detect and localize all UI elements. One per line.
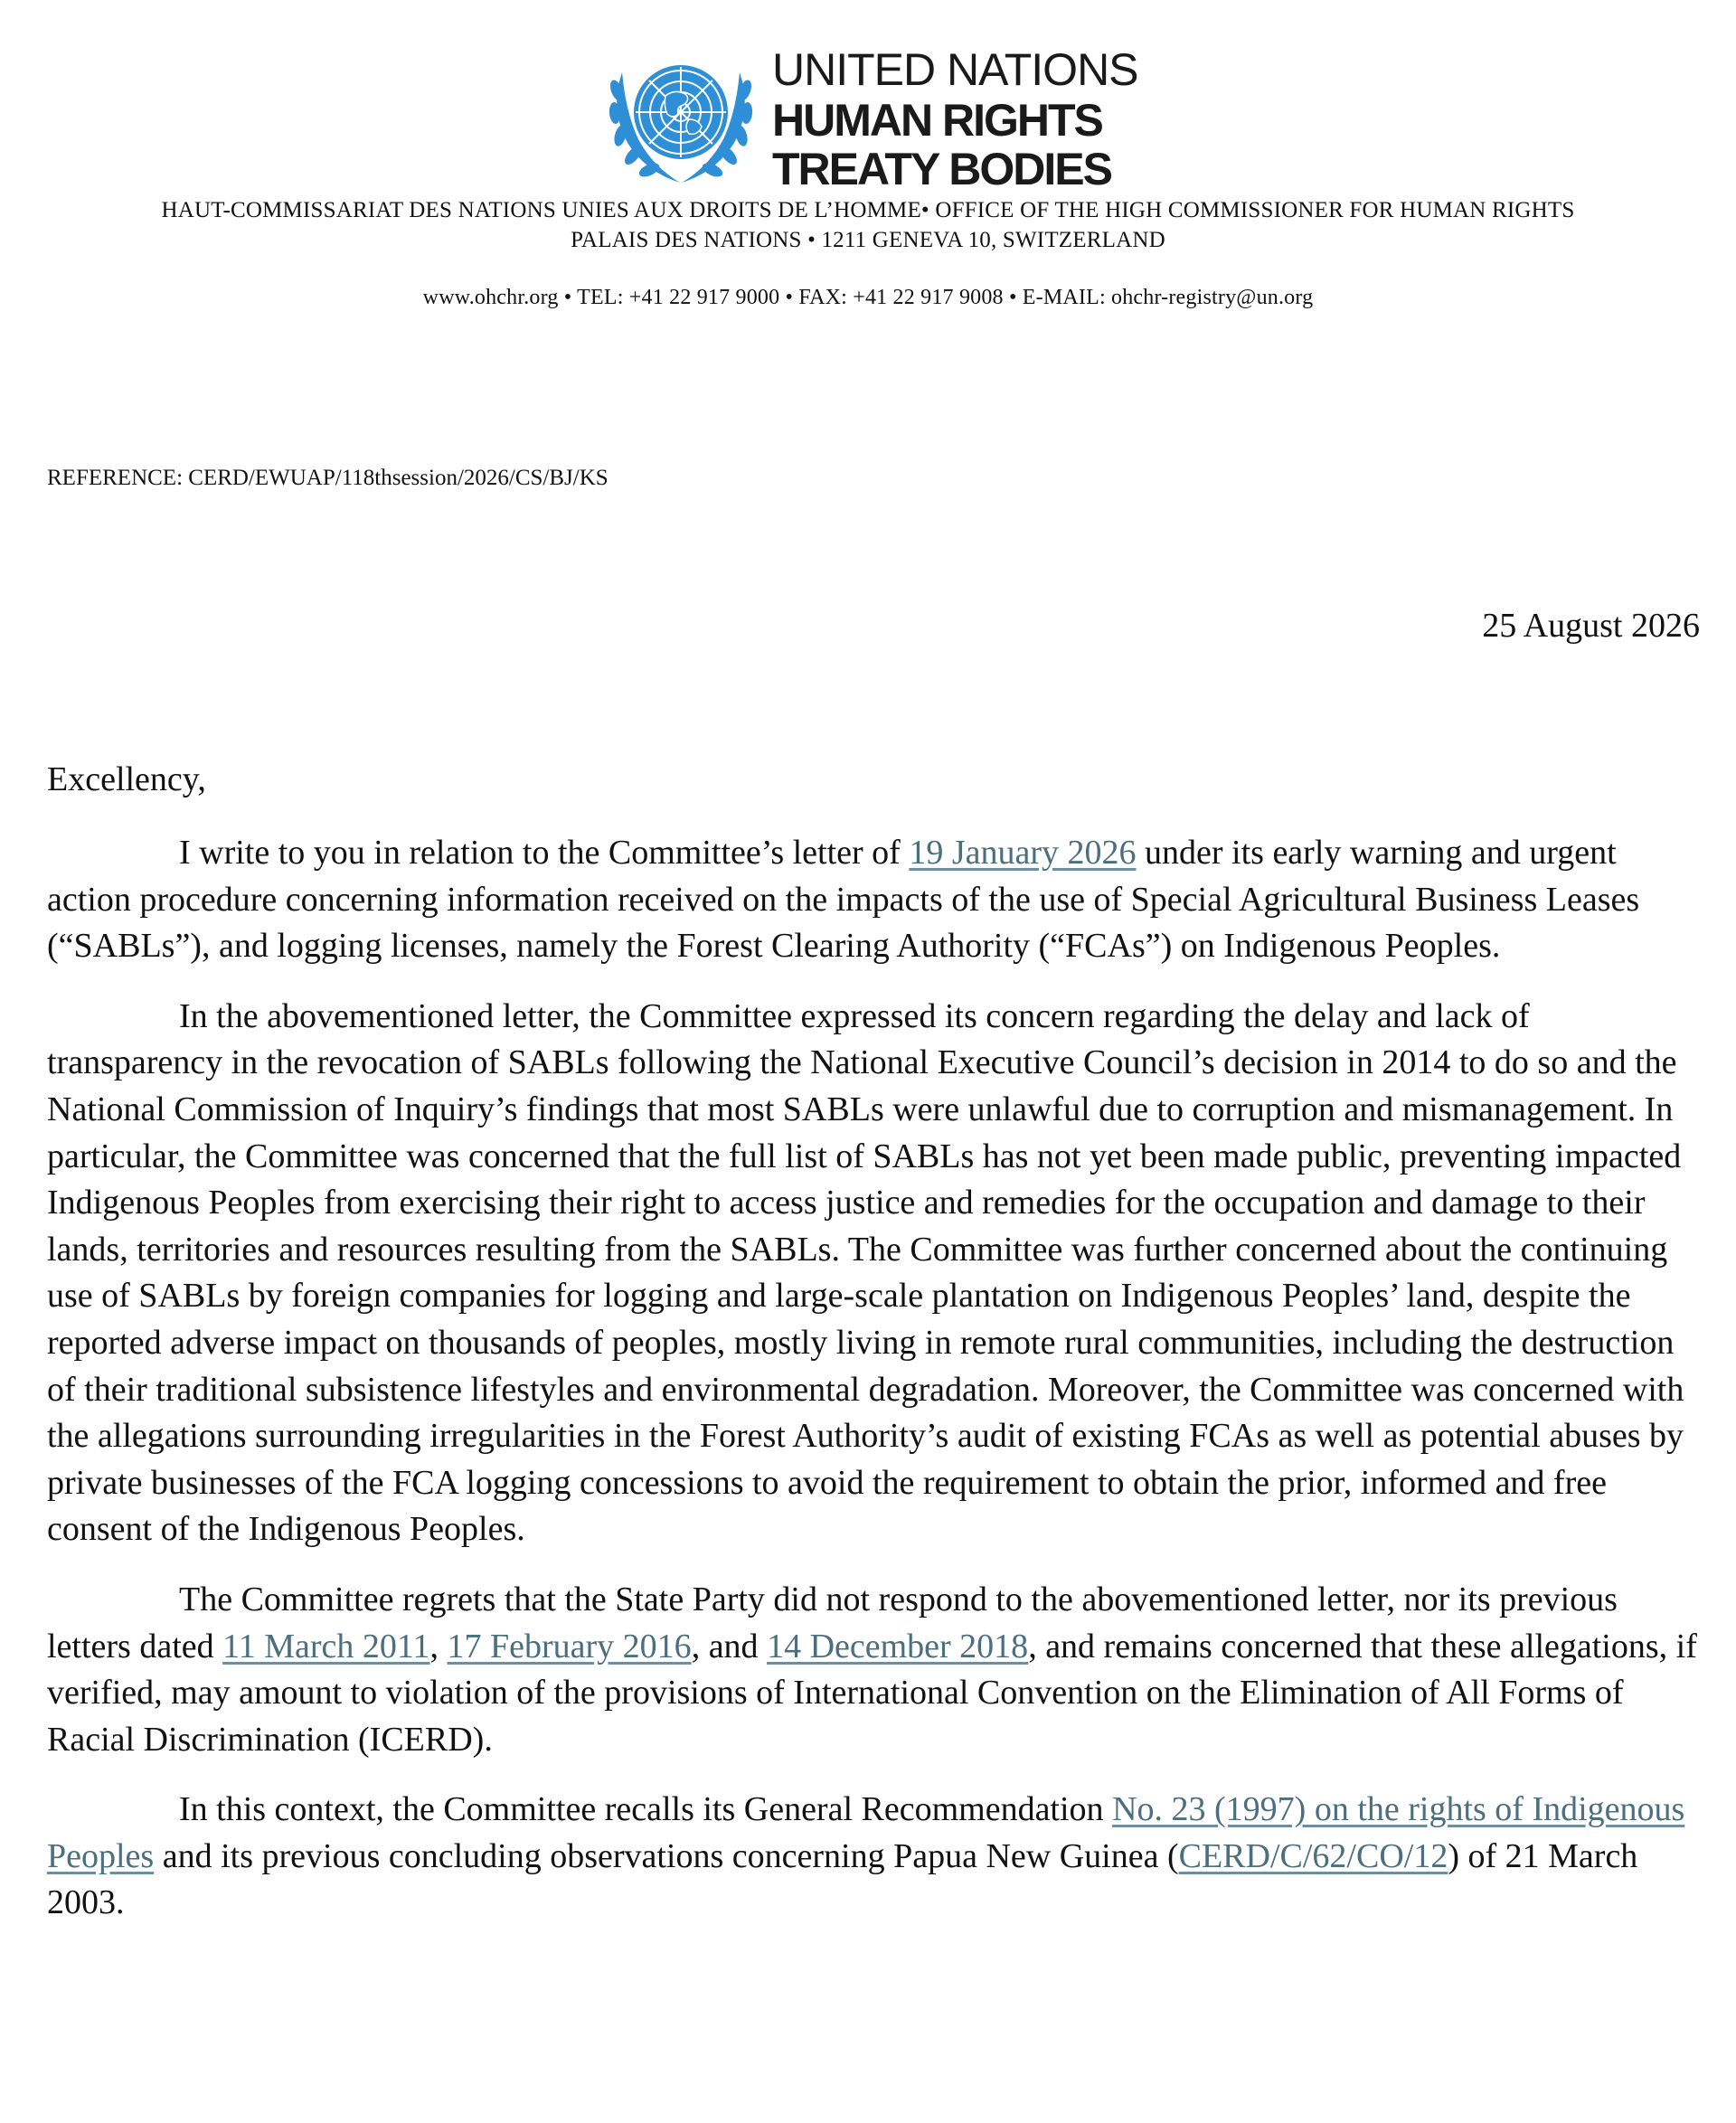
un-emblem-icon: [595, 45, 767, 188]
letter-body: [47, 830, 1707, 1950]
office-contact: www.ohchr.org • TEL: +41 22 917 9000 • FAX: +41 22 917 9008 • E-MAIL: ohchr-registry@un.org: [422, 286, 1314, 309]
logo-wordmark: [772, 45, 1161, 192]
org-line-1: UNITED NATIONS: [772, 44, 1138, 95]
letter-link-19-january-2026[interactable]: 19 January 2026: [909, 834, 1137, 872]
reference-number: REFERENCE: CERD/EWUAP/118thsession/2026/CS/BJ/KS: [47, 466, 609, 490]
paragraph-text: I write to you in relation to the Committee’s letter of: [179, 834, 910, 872]
paragraph-text: In the abovementioned letter, the Committee expressed its concern regarding the delay and lack of transparency in the revocation of SABLs following the National Executive Council’s decision in 2014 to do so and the National Commission of Inquiry’s findings that most SABLs were unlawful due to corruption and mismanagement. In particular, the Committee was concerned that the full list of SABLs has not yet been made public, preventing impacted Indigenous Peoples from exercising their right to access justice and remedies for the occupation and damage to their lands, territories and resources resulting from the SABLs. The Committee was further concerned about the continuing use of SABLs by foreign companies for logging and large-scale plantation on Indigenous Peoples’ land, despite the reported adverse impact on thousands of peoples, mostly living in remote rural communities, including the destruction of their traditional subsistence lifestyles and environmental degradation. Moreover, the Committee was concerned with the allegations surrounding irregularities in the Forest Authority’s audit of existing FCAs as well as potential abuses by private businesses of the FCA logging concessions to avoid the requirement to obtain the prior, informed and free consent of the Indigenous Peoples.: [47, 996, 1684, 1549]
letterhead-logo: [595, 44, 1156, 194]
letter-link-11-march-2011[interactable]: 11 March 2011: [222, 1627, 430, 1665]
paragraph-4: [47, 1787, 1707, 1927]
letter-link-17-february-2016[interactable]: 17 February 2016: [447, 1627, 692, 1665]
paragraph-text: ,: [429, 1627, 448, 1665]
general-recommendation-link[interactable]: No. 23 (1997) on the rights of Indigenous Peoples: [47, 1790, 1685, 1875]
paragraph-text: ) of 21 March 2003.: [47, 1836, 1638, 1922]
paragraph-text: and its previous concluding observations concerning Papua New Guinea (: [154, 1836, 1179, 1875]
paragraph-text: The Committee regrets that the State Party did not respond to the abovementioned letter, nor its previous letters dated: [47, 1580, 1618, 1665]
letter-link-14-december-2018[interactable]: 14 December 2018: [767, 1627, 1029, 1665]
office-address: PALAIS DES NATIONS • 1211 GENEVA 10, SWITZERLAND: [571, 228, 1165, 252]
paragraph-1: [47, 830, 1707, 970]
paragraph-3: [47, 1577, 1707, 1763]
letter-date: 25 August 2026: [1482, 607, 1700, 645]
paragraph-text: In this context, the Committee recalls its General Recommendation: [179, 1790, 1113, 1829]
paragraph-2: [47, 994, 1707, 1553]
salutation: Excellency,: [47, 760, 206, 798]
paragraph-text: , and: [691, 1627, 768, 1665]
org-line-2: HUMAN RIGHTS: [772, 95, 1102, 146]
office-name: HAUT-COMMISSARIAT DES NATIONS UNIES AUX DROITS DE L’HOMME• OFFICE OF THE HIGH COMMISSIONER FOR HUMAN RIGHTS: [161, 198, 1575, 222]
org-line-3: TREATY BODIES: [772, 144, 1111, 194]
concluding-observations-link[interactable]: CERD/C/62/CO/12: [1178, 1836, 1448, 1875]
paragraph-text: , and remains concerned that these allegations, if verified, may amount to violation of the provisions of International Convention on the Elimination of All Forms of Racial Discrimination (ICERD).: [47, 1627, 1697, 1759]
paragraph-text: under its early warning and urgent action procedure concerning information received on the impacts of the use of Special Agricultural Business Leases (“SABLs”), and logging licenses, namely the Forest Clearing Authority (“FCAs”) on Indigenous Peoples.: [47, 834, 1640, 966]
